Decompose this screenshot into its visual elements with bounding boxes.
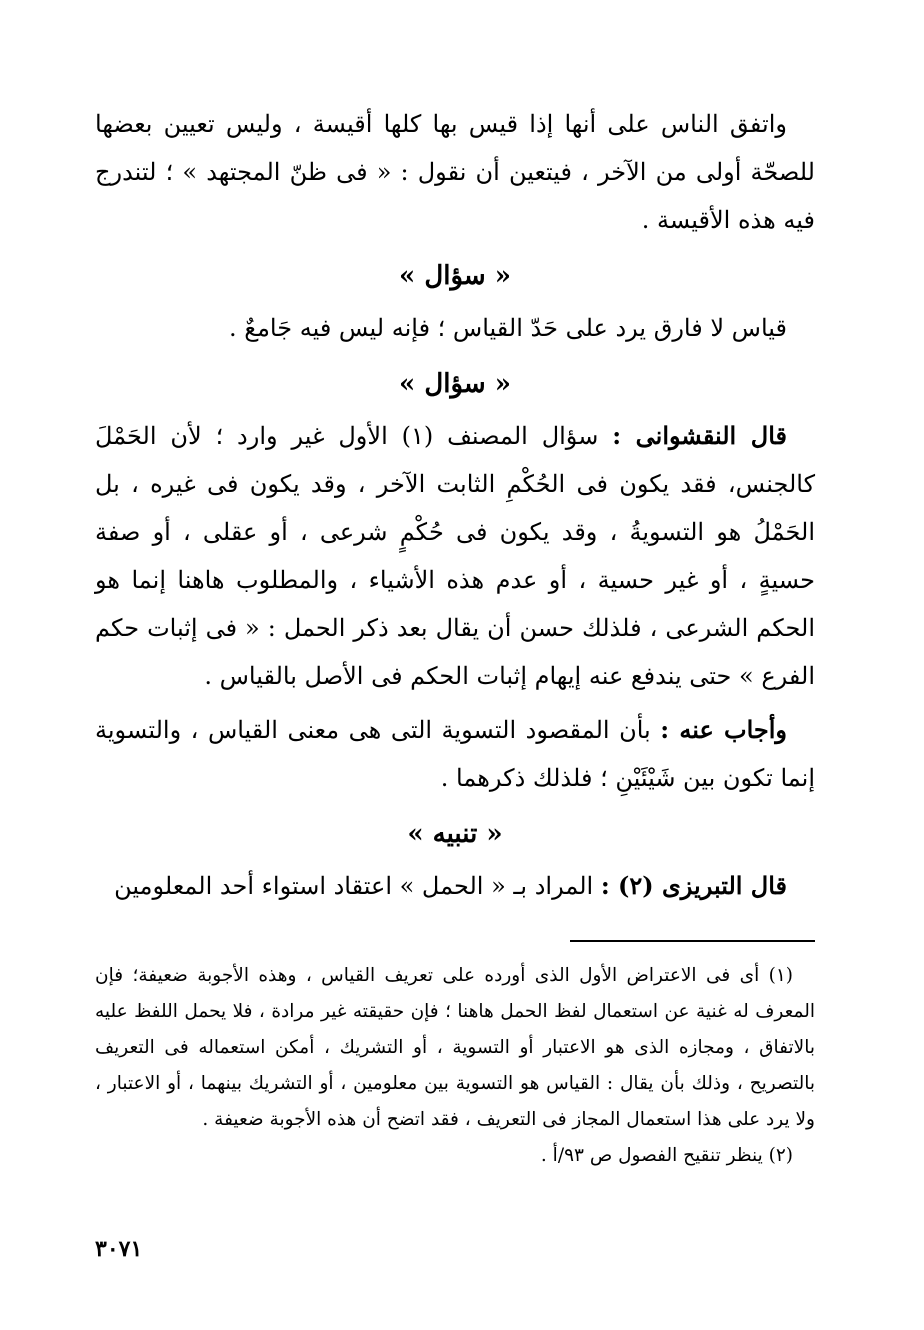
paragraph-3-text: سؤال المصنف (١) الأول غير وارد ؛ لأن الحَمْلَ كالجنس، فقد يكون فى الحُكْمِ الثابت الآخر ، وقد يكون فى غيره ، بل الحَمْلُ هو التسويةُ ، وقد يكون فى حُكْمٍ شرعى ، أو عقلى ، أو صفة حسيةٍ ، أو غير حسية ، أو عدم هذه الأشياء ، والمطلوب هاهنا إنما هو الحكم الشرعى ، فلذلك حسن أن يقال بعد ذكر الحمل : « فى إثبات حكم الفرع » حتى يندفع عنه إيهام إثبات الحكم فى الأصل بالقياس . (95, 422, 815, 690)
paragraph-5-lead: قال التبريزى (٢) : (600, 871, 787, 900)
footnote-2: (٢) ينظر تنقيح الفصول ص ٩٣/أ . (540, 1145, 793, 1166)
paragraph-4 (95, 706, 815, 802)
heading-question-1: « سؤال » (399, 261, 511, 291)
paragraph-2: قياس لا فارق يرد على حَدّ القياس ؛ فإنه ليس فيه جَامعٌ . (229, 314, 787, 342)
paragraph-3 (95, 412, 815, 700)
paragraph-3-lead: قال النقشوانى : (612, 421, 787, 450)
heading-note: « تنبيه » (407, 819, 503, 849)
page-body (95, 100, 815, 1174)
paragraph-4-text: بأن المقصود التسوية التى هى معنى القياس ، والتسوية إنما تكون بين شَيْئَيْنِ ؛ فلذلك ذكرهما . (95, 716, 815, 792)
paragraph-1: واتفق الناس على أنها إذا قيس بها كلها أقيسة ، وليس تعيين بعضها للصحّة أولى من الآخر ، فيتعين أن نقول : « فى ظنّ المجتهد » ؛ لتندرج فيه هذه الأقيسة . (95, 110, 815, 234)
heading-question-2: « سؤال » (399, 369, 511, 399)
paragraph-5-text: المراد بـ « الحمل » اعتقاد استواء أحد المعلومين (114, 872, 594, 900)
page-number: ٣٠٧١ (95, 1236, 143, 1262)
paragraph-4-lead: وأجاب عنه : (660, 715, 788, 744)
paragraph-5 (95, 862, 815, 910)
footnote-1: (١) أى فى الاعتراض الأول الذى أورده على تعريف القياس ، وهذه الأجوبة ضعيفة؛ فإن المعرف له غنية عن استعمال لفظ الحمل هاهنا ؛ فإن حقيقته غير مرادة ، فلا يحمل اللفظ عليه بالاتفاق ، ومجازه الذى هو الاعتبار أو التسوية ، أو التشريك ، أمكن استعماله فى التعريف بالتصريح ، وذلك بأن يقال : القياس هو التسوية بين معلومين ، أو التشريك بينهما ، أو الاعتبار ، ولا يرد على هذا استعمال المجاز فى التعريف ، فقد اتضح أن هذه الأجوبة ضعيفة . (95, 965, 815, 1130)
footnote-divider (570, 940, 815, 942)
